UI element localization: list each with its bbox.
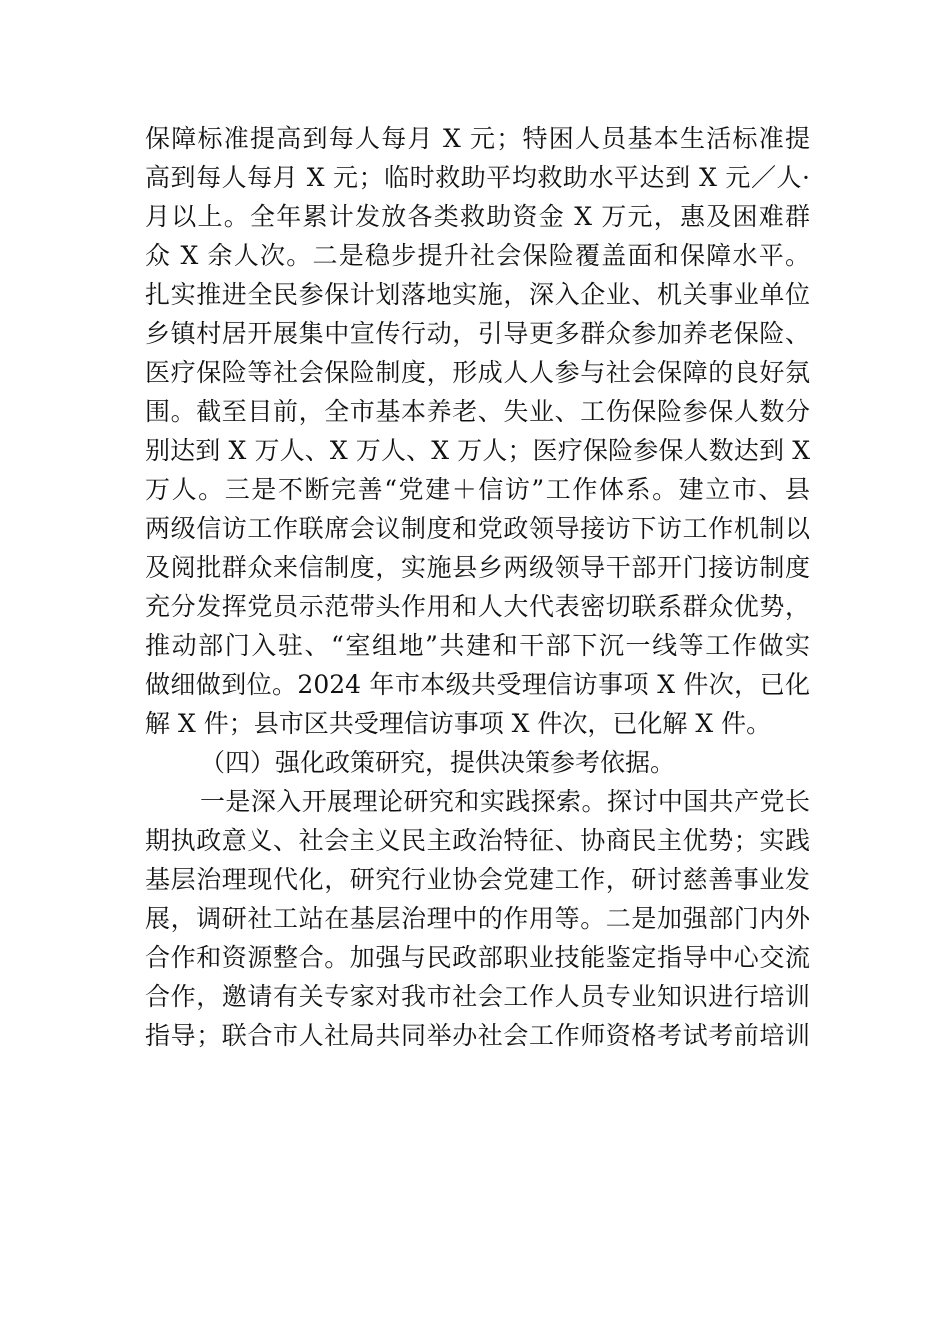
text-line: 围。截至目前，全市基本养老、失业、工伤保险参保人数分 bbox=[145, 397, 810, 426]
text-line: 保障标准提高到每人每月 X 元；特困人员基本生活标准提 bbox=[145, 124, 810, 153]
text-line: 高到每人每月 X 元；临时救助平均救助水平达到 X 元／人· bbox=[145, 163, 810, 192]
text-line: 扎实推进全民参保计划落地实施，深入企业、机关事业单位 bbox=[145, 280, 810, 309]
text-line: 月以上。全年累计发放各类救助资金 X 万元，惠及困难群 bbox=[145, 202, 810, 231]
text-line: 众 X 余人次。二是稳步提升社会保险覆盖面和保障水平。 bbox=[145, 241, 810, 270]
text-line: 别达到 X 万人、X 万人、X 万人；医疗保险参保人数达到 X bbox=[145, 436, 810, 465]
section-heading: （四）强化政策研究，提供决策参考依据。 bbox=[200, 748, 676, 777]
text-line: 充分发挥党员示范带头作用和人大代表密切联系群众优势， bbox=[145, 592, 810, 621]
text-line: 解 X 件；县市区共受理信访事项 X 件次，已化解 X 件。 bbox=[145, 709, 772, 738]
text-line: 一是深入开展理论研究和实践探索。探讨中国共产党长 bbox=[200, 787, 810, 816]
text-line: 展，调研社工站在基层治理中的作用等。二是加强部门内外 bbox=[145, 904, 810, 933]
text-line: 合作，邀请有关专家对我市社会工作人员专业知识进行培训 bbox=[145, 982, 810, 1011]
text-line: 医疗保险等社会保险制度，形成人人参与社会保障的良好氛 bbox=[145, 358, 810, 387]
text-line: 合作和资源整合。加强与民政部职业技能鉴定指导中心交流 bbox=[145, 943, 810, 972]
text-line: 做细做到位。2024 年市本级共受理信访事项 X 件次，已化 bbox=[145, 670, 810, 699]
text-line: 指导；联合市人社局共同举办社会工作师资格考试考前培训 bbox=[145, 1021, 810, 1050]
text-line: 乡镇村居开展集中宣传行动，引导更多群众参加养老保险、 bbox=[145, 319, 810, 348]
text-line: 两级信访工作联席会议制度和党政领导接访下访工作机制以 bbox=[145, 514, 810, 543]
text-line: 万人。三是不断完善“党建＋信访”工作体系。建立市、县 bbox=[145, 475, 810, 504]
text-line: 期执政意义、社会主义民主政治特征、协商民主优势；实践 bbox=[145, 826, 810, 855]
document-body bbox=[145, 119, 810, 1055]
text-line: 及阅批群众来信制度，实施县乡两级领导干部开门接访制度 bbox=[145, 553, 810, 582]
text-line: 基层治理现代化，研究行业协会党建工作，研讨慈善事业发 bbox=[145, 865, 810, 894]
text-line: 推动部门入驻、“室组地”共建和干部下沉一线等工作做实 bbox=[145, 631, 810, 660]
